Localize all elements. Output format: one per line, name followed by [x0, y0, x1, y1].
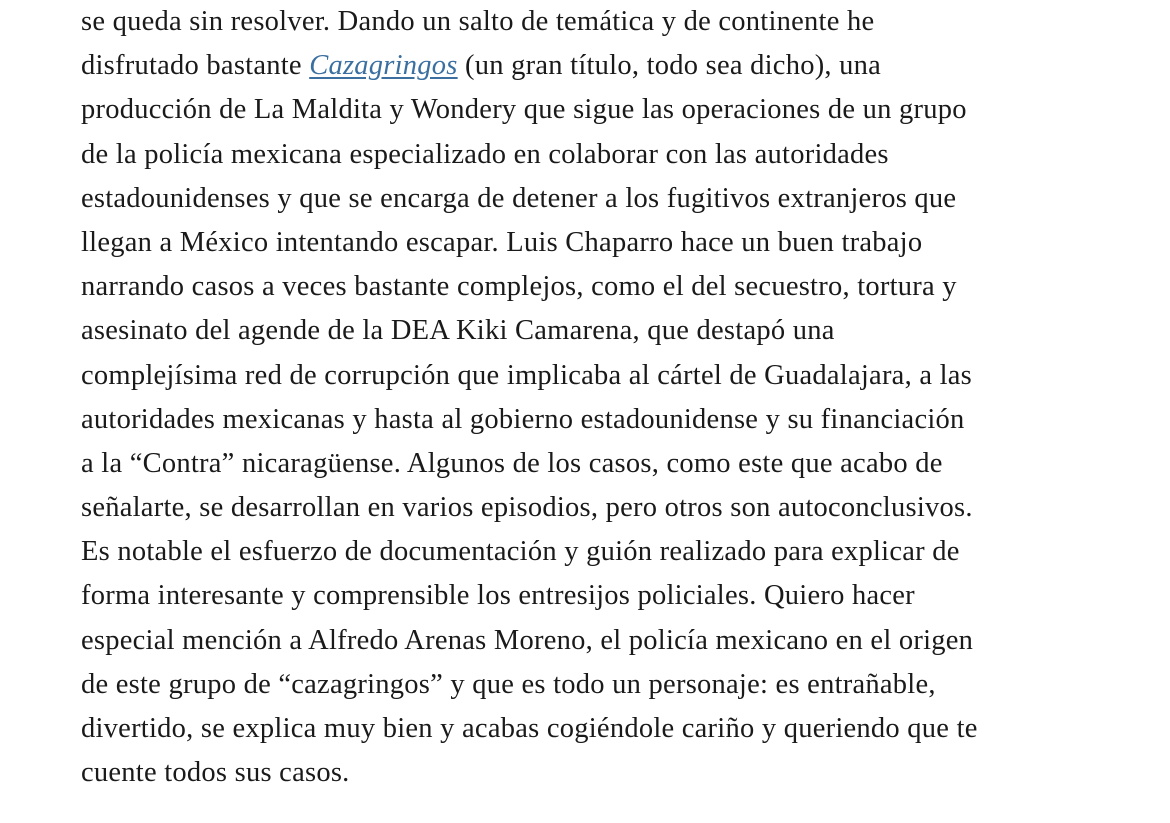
text-line: narrando casos a veces bastante complejos, como el del secuestro, tortura y	[81, 271, 957, 303]
text-line: producción de La Maldita y Wondery que sigue las operaciones de un grupo	[81, 94, 967, 126]
text-line: a la “Contra” nicaragüense. Algunos de los casos, como este que acabo de	[81, 447, 943, 479]
text-line: asesinato del agende de la DEA Kiki Camarena, que destapó una	[81, 315, 835, 347]
text-line: autoridades mexicanas y hasta al gobierno estadounidense y su financiación	[81, 403, 965, 435]
cazagringos-link[interactable]: Cazagringos	[309, 50, 458, 82]
text-line: especial mención a Alfredo Arenas Moreno, el policía mexicano en el origen	[81, 624, 974, 656]
article-paragraph	[81, 0, 1091, 795]
text-line: cuente todos sus casos.	[81, 757, 350, 789]
text-line: complejísima red de corrupción que implicaba al cártel de Guadalajara, a las	[81, 359, 973, 391]
text-segment: disfrutado bastante	[81, 50, 310, 82]
text-line: Es notable el esfuerzo de documentación y guión realizado para explicar de	[81, 536, 960, 568]
text-line: forma interesante y comprensible los entresijos policiales. Quiero hacer	[81, 580, 915, 612]
text-line: señalarte, se desarrollan en varios episodios, pero otros son autoconclusivos.	[81, 492, 973, 524]
text-line: estadounidenses y que se encarga de detener a los fugitivos extranjeros que	[81, 182, 957, 214]
text-line	[81, 44, 1091, 88]
text-line: divertido, se explica muy bien y acabas cogiéndole cariño y queriendo que te	[81, 713, 978, 744]
text-line: de la policía mexicana especializado en colaborar con las autoridades	[81, 138, 889, 170]
text-line: de este grupo de “cazagringos” y que es todo un personaje: es entrañable,	[81, 668, 936, 700]
text-line: llegan a México intentando escapar. Luis Chaparro hace un buen trabajo	[81, 226, 923, 258]
text-segment: (un gran título, todo sea dicho), una	[457, 50, 882, 82]
text-line: se queda sin resolver. Dando un salto de temática y de continente he	[81, 6, 875, 37]
